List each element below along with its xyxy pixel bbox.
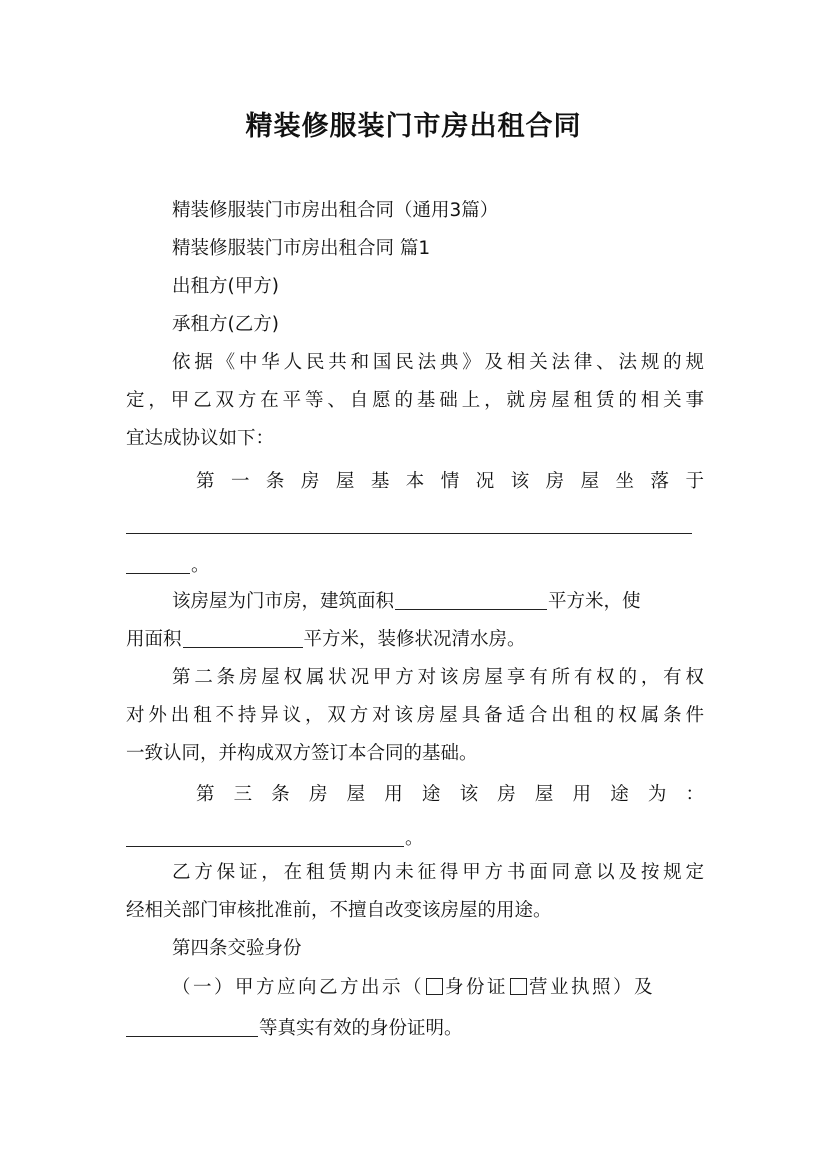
article-4-heading: 第四条交验身份 — [172, 938, 302, 959]
line-tail: 。 — [191, 555, 210, 576]
paragraph-line: 乙方保证，在租赁期内未征得甲方书面同意以及按规定 — [172, 862, 704, 883]
paragraph-line — [126, 1011, 704, 1047]
text-segment: （一）甲方应向乙方出示（ — [172, 977, 425, 998]
paragraph-line: 对外出租不持异议，双方对该房屋具备适合出租的权属条件 — [126, 705, 704, 726]
text-segment: 平方米，使 — [548, 591, 641, 612]
blank-line — [126, 548, 704, 584]
line-tail: 。 — [405, 828, 424, 849]
fill-in-blank — [126, 1014, 258, 1037]
fill-in-blank — [183, 625, 303, 648]
checkbox-id-card[interactable] — [426, 978, 443, 995]
paragraph-line: 经相关部门审核批准前，不擅自改变该房屋的用途。 — [126, 900, 552, 921]
text-segment: 平方米，装修状况清水房。 — [303, 629, 526, 650]
lessee-line: 承租方(乙方) — [172, 314, 279, 335]
fill-in-blank — [126, 551, 190, 574]
lessor-line: 出租方(甲方) — [172, 276, 279, 297]
text-segment: 营业执照）及 — [529, 977, 656, 998]
text-segment: 等真实有效的身份证明。 — [259, 1018, 463, 1039]
text-segment: 用面积 — [126, 629, 182, 650]
blank-line — [126, 821, 704, 857]
paragraph-line: 依据《中华人民共和国民法典》及相关法律、法规的规 — [172, 352, 704, 373]
blank-line — [126, 508, 704, 544]
paragraph-line: 宜达成协议如下： — [126, 428, 275, 449]
paragraph-line — [126, 584, 704, 620]
paragraph-line: 第二条房屋权属状况甲方对该房屋享有所有权的，有权 — [172, 667, 704, 688]
document-title: 精装修服装门市房出租合同 — [245, 111, 582, 142]
fill-in-blank — [126, 824, 404, 847]
paragraph-line: 定，甲乙双方在平等、自愿的基础上，就房屋租赁的相关事 — [126, 390, 704, 411]
paragraph-line — [126, 970, 704, 1006]
section-heading: 精装修服装门市房出租合同 篇1 — [172, 238, 431, 259]
paragraph-line — [126, 622, 704, 658]
fill-in-blank — [395, 587, 547, 610]
article-1-heading: 第 一 条 房 屋 基 本 情 况 该 房 屋 坐 落 于 — [196, 471, 704, 492]
text-segment: 该房屋为门市房，建筑面积 — [172, 591, 395, 612]
fill-in-blank — [126, 511, 692, 534]
text-segment: 身份证 — [445, 977, 509, 998]
checkbox-business-license[interactable] — [510, 978, 527, 995]
article-3-heading: 第 三 条 房 屋 用 途 该 房 屋 用 途 为 ： — [196, 784, 704, 805]
subtitle-line: 精装修服装门市房出租合同（通用3篇） — [172, 200, 499, 221]
paragraph-line: 一致认同，并构成双方签订本合同的基础。 — [126, 743, 478, 764]
